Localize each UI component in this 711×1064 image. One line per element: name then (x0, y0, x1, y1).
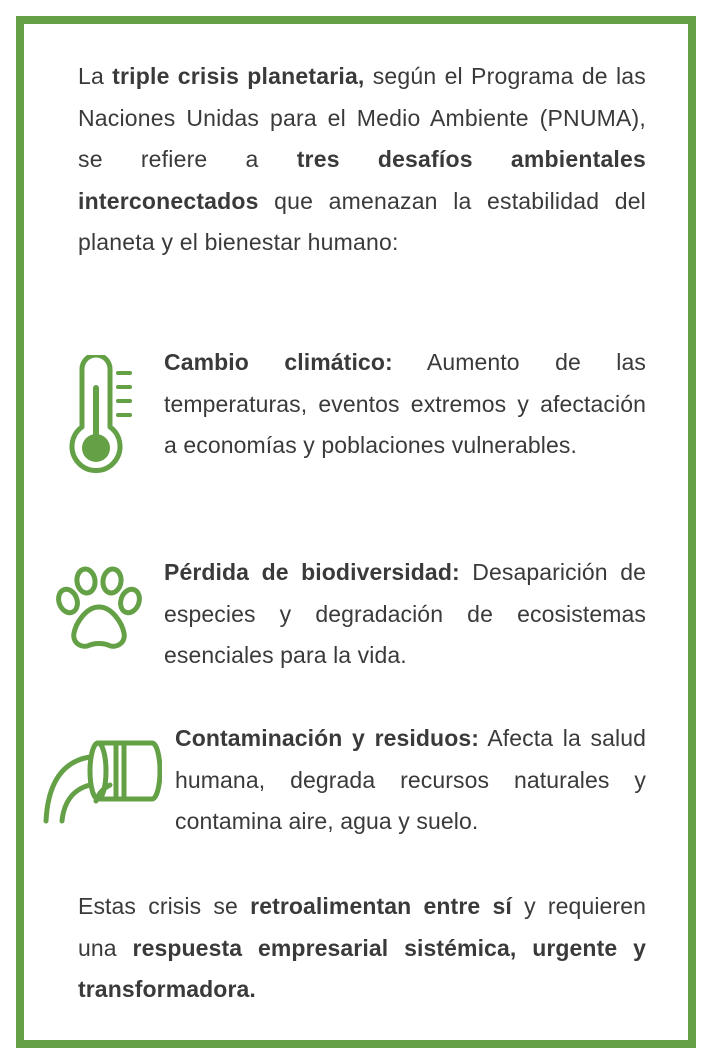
intro-bold-1: triple crisis planetaria, (112, 63, 365, 89)
paw-icon (52, 565, 146, 653)
closing-paragraph (78, 886, 646, 1011)
outro-text-2: y requieren una (78, 893, 646, 961)
thermometer-icon (64, 355, 136, 475)
intro-paragraph (78, 56, 646, 264)
intro-text-1: La (78, 63, 113, 89)
pollution-text: Afecta la salud humana, degrada recursos naturales y contamina aire, agua y suelo. (175, 725, 647, 834)
outro-bold-2: respuesta empresarial sistémica, urgente y transformadora. (78, 934, 646, 1002)
biodiversity-text: Desaparición de especies y degradación de ecosistemas esenciales para la vida. (164, 559, 646, 668)
outro-bold-1: retroalimentan entre sí (250, 893, 512, 919)
intro-text-3: que amenazan la estabilidad del planeta y el bienestar humano: (78, 187, 646, 255)
biodiversity-item (164, 552, 646, 677)
climate-change-item (164, 342, 646, 467)
biodiversity-title: Pérdida de biodiversidad: (164, 559, 460, 585)
pollution-item (175, 718, 646, 843)
outro-text-1: Estas crisis se (78, 893, 251, 919)
climate-change-title: Cambio climático: (164, 349, 393, 375)
climate-change-text: Aumento de las temperaturas, eventos extremos y afectación a economías y poblaciones vulnerables. (164, 349, 646, 458)
pipe-icon (40, 735, 162, 827)
pollution-title: Contaminación y residuos: (175, 725, 479, 751)
intro-bold-2: tres desafíos ambientales interconectados (78, 146, 647, 214)
intro-text-2: según el Programa de las Naciones Unidas para el Medio Ambiente (PNUMA), se refiere a (78, 63, 646, 172)
